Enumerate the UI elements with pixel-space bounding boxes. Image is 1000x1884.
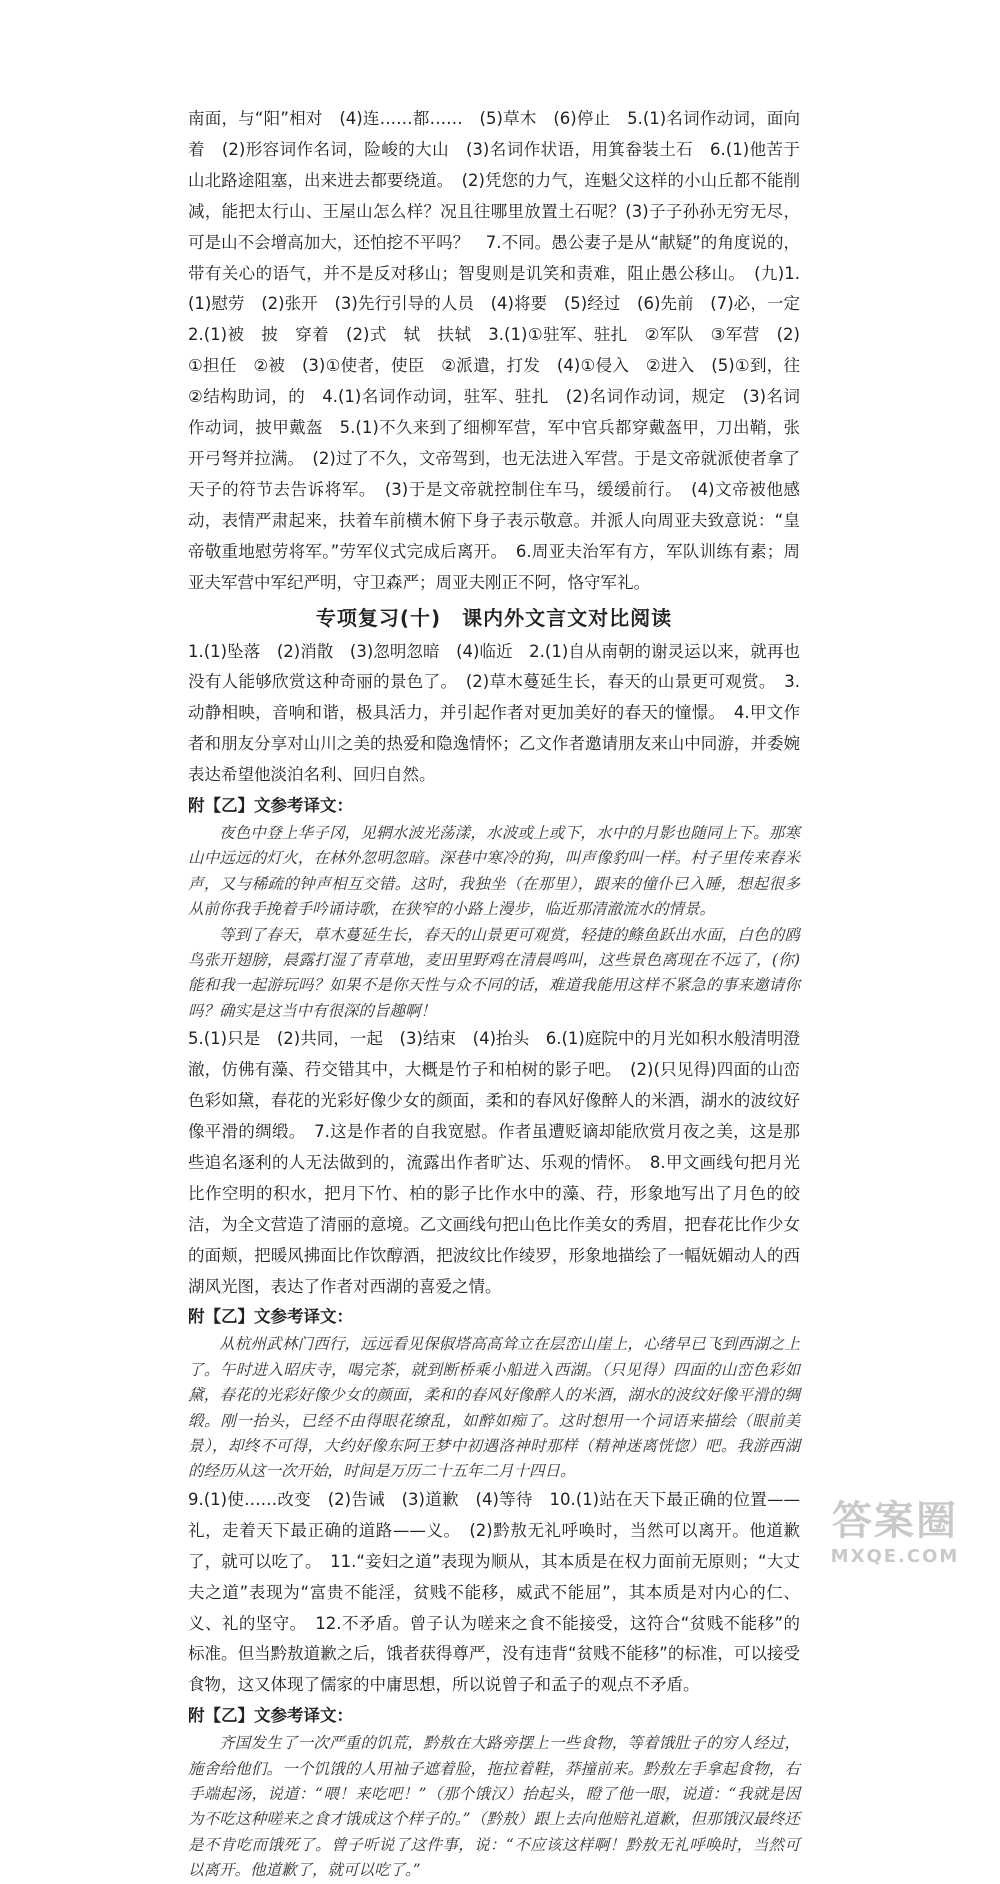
- answers-continued: 南面，与“阳”相对 (4)连……都…… (5)草木 (6)停止 5.(1)名词作动词，面向着 (2)形容词作名词，险峻的大山 (3)名词作状语，用箕畚装土石 6.(1)他苦于山北路途阻塞，出来进去都要绕道。 (2)凭您的力气，连魁父这样的小山丘都不能削减，能把太行山、王屋山怎么样？况且往哪里放置土石呢？(3)子子孙孙无穷无尽，可是山不会增高加大，还怕挖不平吗？ 7.不同。愚公妻子是从“献疑”的角度说的，带有关心的语气，并不是反对移山；智叟则是讥笑和责难，阻止愚公移山。 (九)1.(1)慰劳 (2)张开 (3)先行引导的人员 (4)将要 (5)经过 (6)先前 (7)必，一定 2.(1)被 披 穿着 (2)式 轼 扶轼 3.(1)①驻军、驻扎 ②军队 ③军营 (2)①担任 ②被 (3)①使者，使臣 ②派遣，打发 (4)①侵入 ②进入 (5)①到，往 ②结构助词，的 4.(1)名词作动词，驻军、驻扎 (2)名词作动词，规定 (3)名词作动词，披甲戴盔 5.(1)不久来到了细柳军营，军中官兵都穿戴盔甲，刀出鞘，张开弓弩并拉满。 (2)过了不久，文帝驾到，也无法进入军营。于是文帝就派使者拿了天子的符节去告诉将军。 (3)于是文帝就控制住车马，缓缓前行。 (4)文帝被他感动，表情严肃起来，扶着车前横木俯下身子表示敬意。并派人向周亚夫致意说：“皇帝敬重地慰劳将军。”劳军仪式完成后离开。 6.周亚夫治军有方，军队训练有素；周亚夫军营中军纪严明，守卫森严；周亚夫刚正不阿，恪守军礼。: [188, 109, 817, 592]
- watermark-logo-text: 答案圈: [832, 1498, 958, 1544]
- translation-label-2: 附【乙】文参考译文：: [188, 1307, 353, 1327]
- translation-1-para-2: 等到了春天，草木蔓延生长，春天的山景更可观赏，轻捷的鲦鱼跃出水面，白色的鸥鸟张开翅膀，晨露打湿了青草地，麦田里野鸡在清晨鸣叫，这些景色离现在不远了，(你)能和我一起游玩吗？如果不是你天性与众不同的话，难道我能用这样不紧急的事来邀请你吗？确实是这当中有很深的旨趣啊！: [188, 925, 800, 1020]
- answers-q5-8: 5.(1)只是 (2)共同，一起 (3)结束 (4)抬头 6.(1)庭院中的月光如积水般清明澄澈，仿佛有藻、荇交错其中，大概是竹子和柏树的影子吧。 (2)(只见得)四面的山峦色彩如黛，春花的光彩好像少女的颜面，柔和的春风好像醉人的米酒，湖水的波纹好像平滑的绸缎。 7.这是作者的自我宽慰。作者虽遭贬谪却能欣赏月夜之美，这是那些追名逐利的人无法做到的，流露出作者旷达、乐观的情怀。 8.甲文画线句把月光比作空明的积水，把月下竹、柏的影子比作水中的藻、荇，形象地写出了月色的皎洁，为全文营造了清丽的意境。乙文画线句把山色比作美女的秀眉，把春花比作少女的面颊，把暖风拂面比作饮醇酒，把波纹比作绫罗，形象地描绘了一幅妩媚动人的西湖风光图，表达了作者对西湖的喜爱之情。: [188, 1029, 800, 1296]
- translation-2-para-1: 从杭州武林门西行，远远看见保俶塔高高耸立在层峦山崖上，心绪早已飞到西湖之上了。午时进入昭庆寺，喝完茶，就到断桥乘小船进入西湖。（只见得）四面的山峦色彩如黛，春花的光彩好像少女的颜面，柔和的春风好像醉人的米酒，湖水的波纹好像平滑的绸缎。刚一抬头，已经不由得眼花缭乱，如醉如痴了。这时想用一个词语来描绘（眼前美景），却终不可得，大约好像东阿王梦中初遇洛神时那样（精神迷离恍惚）吧。我游西湖的经历从这一次开始，时间是万历二十五年二月十四日。: [188, 1335, 800, 1481]
- content-column: [188, 104, 817, 1884]
- watermark-url: MXQE.COM: [830, 1546, 960, 1567]
- watermark-logo: [820, 1496, 970, 1588]
- translation-label-3: 附【乙】文参考译文：: [188, 1706, 353, 1726]
- section-title: 专项复习(十) 课内外文言文对比阅读: [315, 605, 673, 630]
- translation-1-para-1: 夜色中登上华子冈，见辋水波光荡漾，水波或上或下，水中的月影也随同上下。那寒山中远远的灯火，在林外忽明忽暗。深巷中寒冷的狗，叫声像豹叫一样。村子里传来舂米声，又与稀疏的钟声相互交错。这时，我独坐（在那里），跟来的僮仆已入睡，想起很多从前你我手挽着手吟诵诗歌，在狭窄的小路上漫步，临近那清澈流水的情景。: [188, 824, 800, 919]
- answers-q9-12: 9.(1)使……改变 (2)告诫 (3)道歉 (4)等待 10.(1)站在天下最正确的位置——礼，走着天下最正确的道路——义。 (2)黔敖无礼呼唤时，当然可以离开。他道歉了，就可以吃了。 11.“妾妇之道”表现为顺从，其本质是在权力面前无原则；“大丈夫之道”表现为“富贵不能淫，贫贱不能移，威武不能屈”，其本质是对内心的仁、义、礼的坚守。 12.不矛盾。曾子认为嗟来之食不能接受，这符合“贫贱不能移”的标准。但当黔敖道歉之后，饿者获得尊严，没有违背“贫贱不能移”的标准，可以接受食物，这又体现了儒家的中庸思想，所以说曾子和孟子的观点不矛盾。: [188, 1489, 800, 1695]
- translation-label-1: 附【乙】文参考译文：: [188, 796, 353, 816]
- answers-q1-4: 1.(1)坠落 (2)消散 (3)忽明忽暗 (4)临近 2.(1)自从南朝的谢灵运以来，就再也没有人能够欣赏这种奇丽的景色了。 (2)草木蔓延生长，春天的山景更可观赏。 3.动静相映，音响和谐，极具活力，并引起作者对更加美好的春天的憧憬。 4.甲文作者和朋友分享对山川之美的热爱和隐逸情怀；乙文作者邀请朋友来山中同游，并委婉表达希望他淡泊名利、回归自然。: [188, 641, 800, 785]
- translation-3-para-1: 齐国发生了一次严重的饥荒，黔敖在大路旁摆上一些食物，等着饿肚子的穷人经过，施舍给他们。一个饥饿的人用袖子遮着脸，拖拉着鞋，莽撞前来。黔敖左手拿起食物，右手端起汤，说道：“喂！来吃吧！”（那个饿汉）抬起头，瞪了他一眼，说道：“我就是因为不吃这种嗟来之食才饿成这个样子的。”（黔敖）跟上去向他赔礼道歉，但那饿汉最终还是不肯吃而饿死了。曾子听说了这件事，说：“不应该这样啊！黔敖无礼呼唤时，当然可以离开。他道歉了，就可以吃了。”: [188, 1734, 800, 1880]
